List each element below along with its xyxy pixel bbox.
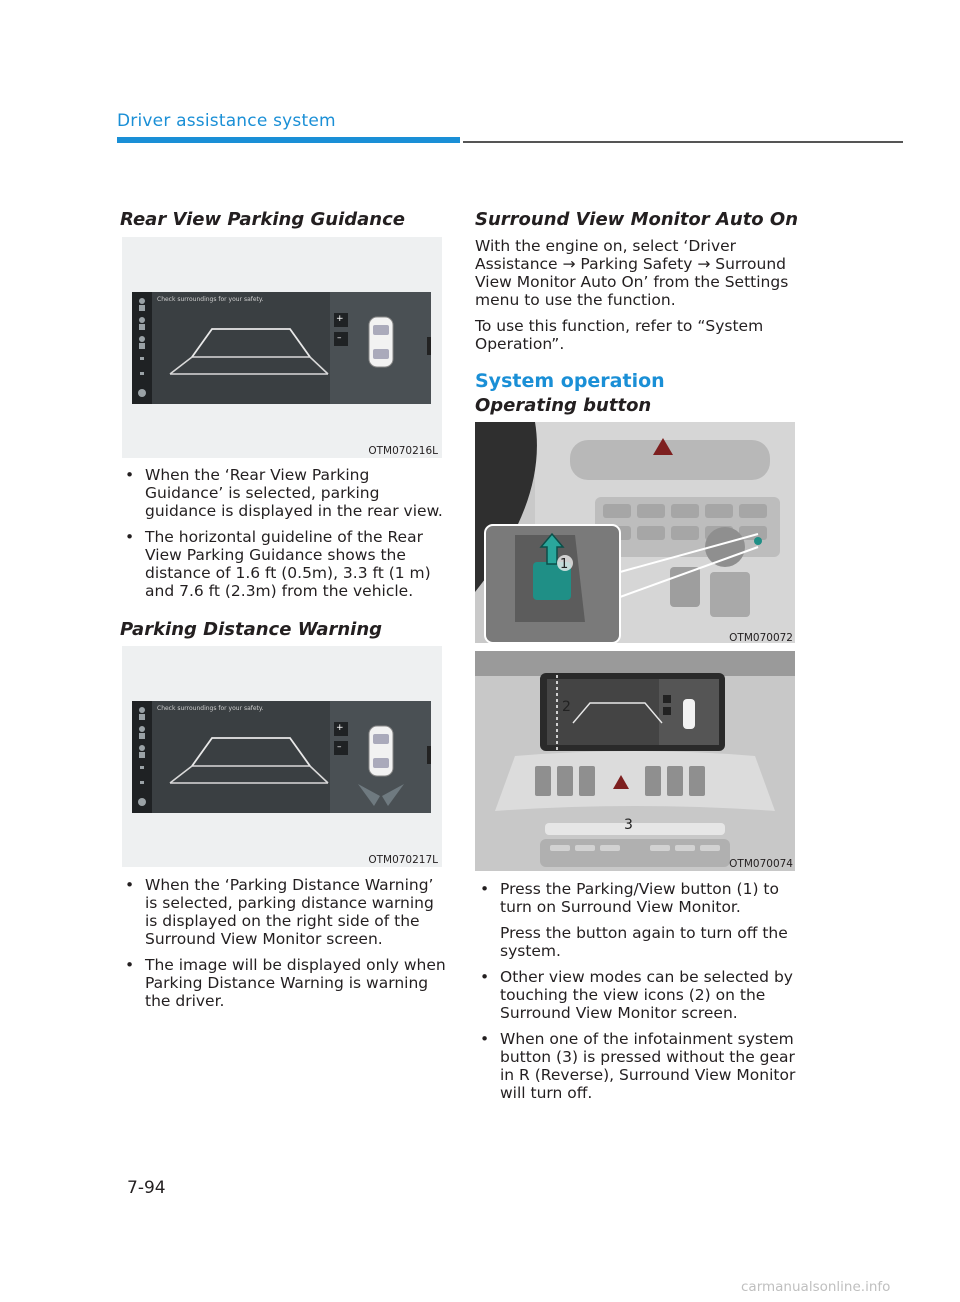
figure-parking-distance-warning bbox=[122, 646, 442, 867]
photo-infotainment-screen bbox=[475, 651, 795, 871]
list-item-text: When one of the infotainment system button (3) is pressed without the gear in R (Reverse), Surround View Monitor will turn off. bbox=[500, 1030, 796, 1102]
callout-1: 1 bbox=[560, 557, 569, 572]
operation-bullets bbox=[475, 880, 800, 1110]
list-item: • When the ‘Parking Distance Warning’ is selected, parking distance warning is displayed on the right side of the Surround View Monitor screen. bbox=[120, 876, 450, 948]
list-item bbox=[475, 1030, 800, 1102]
pdw-bullets bbox=[120, 876, 450, 1018]
heading-system-operation: System operation bbox=[475, 370, 665, 392]
list-item-text: Press the Parking/View button (1) to turn on Surround View Monitor. bbox=[500, 880, 779, 916]
figure-rear-view bbox=[122, 237, 442, 458]
list-item: • The horizontal guideline of the Rear View Parking Guidance shows the distance of 1.6 ft (0.5m), 3.3 ft (1 m) and 7.6 ft (2.3m) from the vehicle. bbox=[120, 528, 450, 600]
zoom-out-icon: – bbox=[337, 742, 342, 752]
rear-view-screen-text: Check surroundings for your safety. bbox=[157, 296, 264, 303]
figure-caption: OTM070216L bbox=[368, 445, 438, 457]
photo-operating-button bbox=[475, 422, 795, 643]
watermark: carmanualsonline.info bbox=[741, 1279, 891, 1295]
callout-3: 3 bbox=[624, 817, 633, 833]
rear-view-bullets bbox=[120, 466, 450, 608]
list-item bbox=[475, 968, 800, 1022]
list-item-subtext: Press the button again to turn off the system. bbox=[500, 924, 788, 960]
list-item: • When the ‘Rear View Parking Guidance’ is selected, parking guidance is displayed in the rear view. bbox=[120, 466, 450, 520]
paragraph: With the engine on, select ‘Driver Assistance → Parking Safety → Surround View Monitor Auto On’ from the Settings menu to use the function. bbox=[475, 237, 789, 309]
heading-parking-distance-warning: Parking Distance Warning bbox=[120, 619, 383, 640]
zoom-in-icon: + bbox=[336, 723, 344, 733]
auto-on-body bbox=[475, 237, 800, 361]
zoom-in-icon: + bbox=[336, 314, 344, 324]
header-rule bbox=[463, 141, 903, 143]
list-item bbox=[475, 880, 800, 960]
list-item: • The image will be displayed only when Parking Distance Warning is warning the driver. bbox=[120, 956, 450, 1010]
heading-operating-button: Operating button bbox=[475, 395, 652, 416]
figure-caption: OTM070074 bbox=[729, 858, 793, 870]
heading-rear-view-parking-guidance: Rear View Parking Guidance bbox=[120, 209, 406, 230]
section-title: Driver assistance system bbox=[117, 111, 336, 131]
dashboard-button-illustration bbox=[475, 422, 795, 643]
header-accent-bar bbox=[117, 137, 460, 143]
infotainment-illustration bbox=[475, 651, 795, 871]
list-item-text: Other view modes can be selected by touching the view icons (2) on the Surround View Monitor screen. bbox=[500, 968, 793, 1022]
rear-view-screen-illustration bbox=[122, 237, 442, 458]
paragraph: To use this function, refer to “System Operation”. bbox=[475, 317, 764, 353]
figure-caption: OTM070217L bbox=[368, 854, 438, 866]
page-number: 7-94 bbox=[127, 1178, 166, 1198]
pdw-screen-text: Check surroundings for your safety. bbox=[157, 705, 264, 712]
heading-surround-view-monitor-auto-on: Surround View Monitor Auto On bbox=[475, 209, 799, 230]
callout-2: 2 bbox=[562, 699, 571, 715]
zoom-out-icon: – bbox=[337, 333, 342, 343]
pdw-screen-illustration bbox=[122, 646, 442, 867]
figure-caption: OTM070072 bbox=[729, 632, 793, 644]
